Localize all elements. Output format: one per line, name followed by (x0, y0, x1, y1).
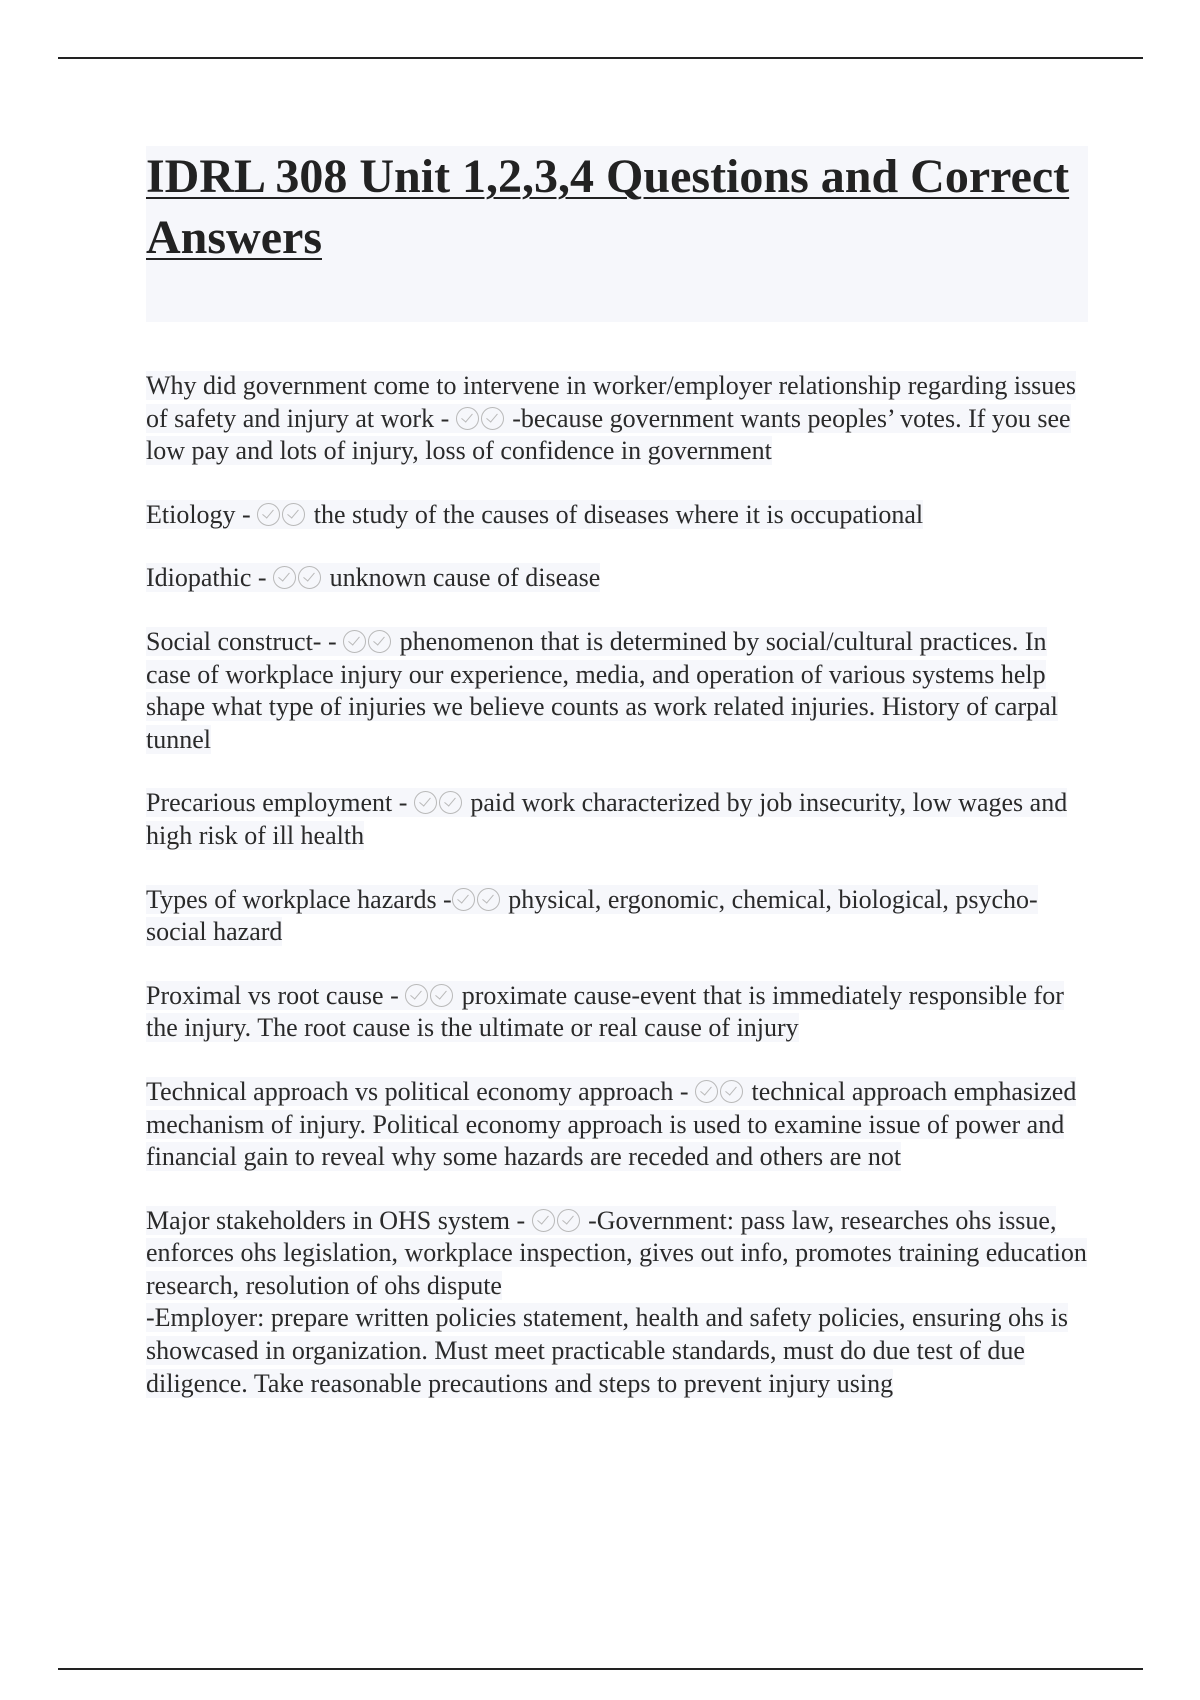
qa-entry-5 (146, 787, 1088, 852)
double-check-icon (557, 1209, 580, 1232)
double-check-icon (273, 566, 296, 589)
double-check-icon (282, 503, 305, 526)
qa-term: Major stakeholders in OHS system - (146, 1205, 526, 1235)
qa-term: Why did government come to intervene in worker/employer relationship regarding issues of safety and injury at work - (146, 371, 1076, 433)
qa-answer: paid work characterized by job insecurity, low wages and high risk of ill health (146, 788, 1068, 850)
double-check-icon (343, 630, 366, 653)
double-check-icon (257, 503, 280, 526)
double-check-icon (477, 888, 500, 911)
double-check-icon (720, 1080, 743, 1103)
double-check-icon (481, 407, 504, 430)
double-check-icon (695, 1080, 718, 1103)
double-check-icon (456, 407, 479, 430)
qa-answer: proximate cause-event that is immediately responsible for the injury. The root cause is the ultimate or real cause of injury (146, 980, 1064, 1043)
qa-term: Social construct- - (146, 626, 337, 656)
bottom-rule (58, 1668, 1143, 1670)
qa-entry-1 (146, 370, 1088, 468)
double-check-icon (298, 566, 321, 589)
double-check-icon (414, 791, 437, 814)
qa-answer-continued: -Employer: prepare written policies statement, health and safety policies, ensuring ohs is showcased in organization. Must meet practicable standards, must do due test of due diligence. Take reasonable precautions and steps to prevent injury using (146, 1303, 1069, 1398)
qa-entry-3 (146, 562, 1088, 595)
qa-entry-2 (146, 499, 1088, 532)
qa-answer: -Government: pass law, researches ohs issue, enforces ohs legislation, workplace inspection, gives out info, promotes training education research, resolution of ohs dispute (146, 1205, 1087, 1300)
qa-answer: phenomenon that is determined by social/cultural practices. In case of workplace injury our experience, media, and operation of various systems help shape what type of injuries we believe counts as work related injuries. History of carpal tunnel (146, 626, 1058, 754)
double-check-icon (368, 630, 391, 653)
qa-term: Etiology - (146, 499, 251, 529)
double-check-icon (452, 888, 475, 911)
double-check-icon (405, 984, 428, 1007)
qa-term: Precarious employment - (146, 788, 408, 818)
double-check-icon (439, 791, 462, 814)
qa-answer: physical, ergonomic, chemical, biological, psycho-social hazard (146, 884, 1038, 947)
document-title: IDRL 308 Unit 1,2,3,4 Questions and Correct Answers (146, 150, 1070, 264)
qa-term: Idiopathic - (146, 563, 267, 593)
qa-list (146, 370, 1088, 1431)
qa-answer: the study of the causes of diseases where it is occupational (307, 499, 924, 529)
qa-entry-6 (146, 884, 1088, 949)
qa-entry-9 (146, 1205, 1088, 1401)
qa-term: Technical approach vs political economy approach - (146, 1076, 689, 1106)
qa-term: Proximal vs root cause - (146, 980, 399, 1010)
double-check-icon (430, 984, 453, 1007)
qa-entry-8 (146, 1076, 1088, 1174)
top-rule (58, 57, 1143, 59)
qa-entry-7 (146, 980, 1088, 1045)
qa-term: Types of workplace hazards - (146, 884, 452, 914)
double-check-icon (532, 1209, 555, 1232)
qa-answer: unknown cause of disease (323, 563, 601, 593)
qa-entry-4 (146, 626, 1088, 756)
qa-answer: technical approach emphasized mechanism of injury. Political economy approach is used to examine issue of power and financial gain to reveal why some hazards are receded and others are not (146, 1076, 1077, 1172)
qa-answer: -because government wants peoples’ votes. If you see low pay and lots of injury, loss of confidence in government (146, 403, 1071, 466)
title-block (146, 146, 1088, 322)
